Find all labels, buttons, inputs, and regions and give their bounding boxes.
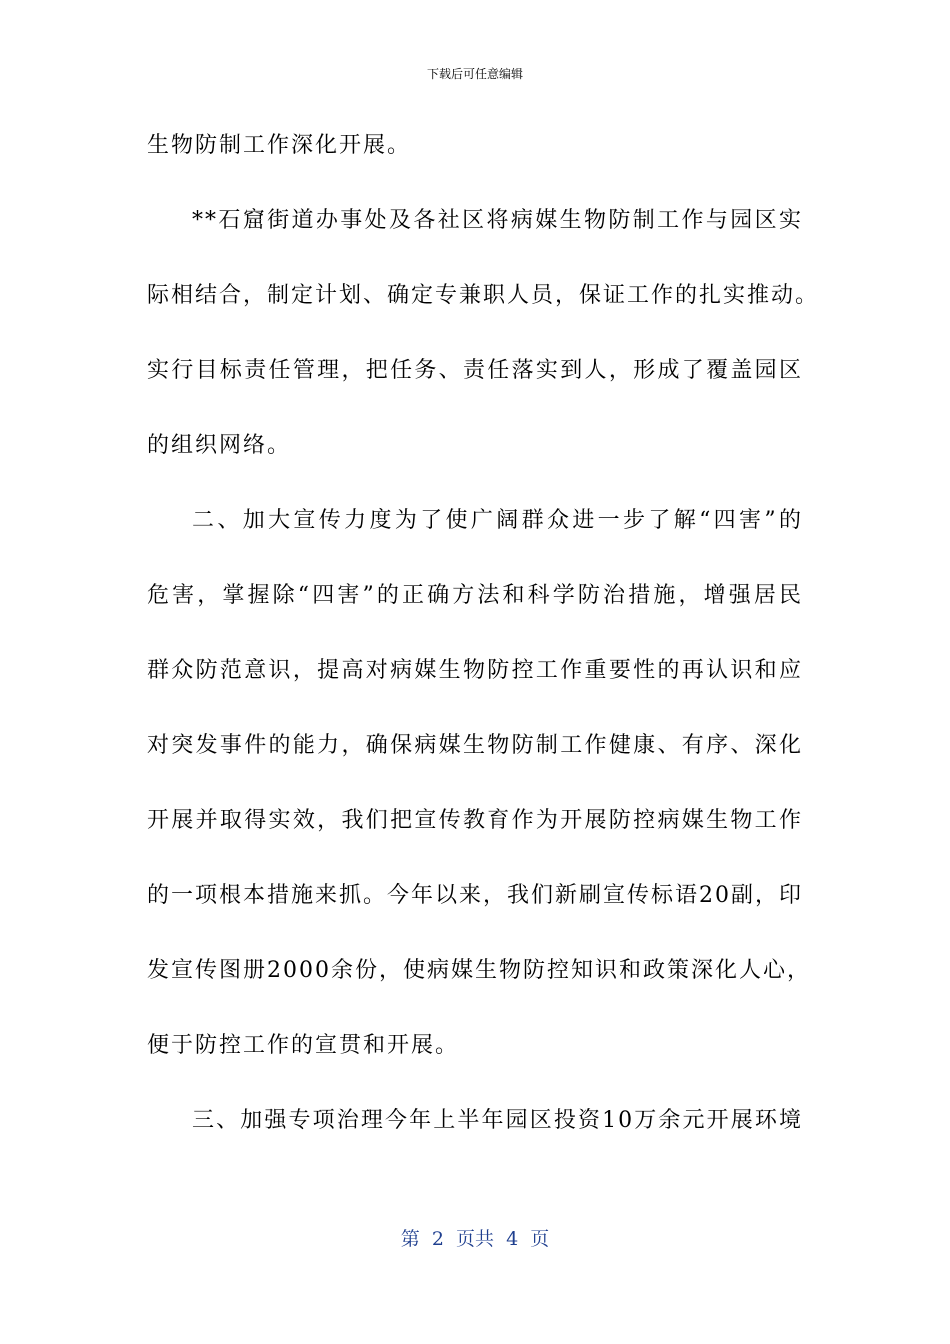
- paragraph-line: 实行目标责任管理，把任务、责任落实到人，形成了覆盖园区: [147, 358, 803, 383]
- paragraph-line: 三、加强专项治理今年上半年园区投资10万余元开展环境: [192, 1108, 803, 1133]
- paragraph-line: 的组织网络。: [147, 433, 292, 458]
- paragraph-line: 便于防控工作的宣贯和开展。: [147, 1033, 460, 1058]
- paragraph-line: 对突发事件的能力，确保病媒生物防制工作健康、有序、深化: [147, 733, 803, 758]
- paragraph-line: 二、加大宣传力度为了使广阔群众进一步了解“四害”的: [192, 508, 803, 533]
- paragraph-line: 发宣传图册2000余份，使病媒生物防控知识和政策深化人心，: [147, 958, 811, 983]
- paragraph-line: 的一项根本措施来抓。今年以来，我们新刷宣传标语20副，印: [147, 883, 803, 908]
- paragraph-line: 开展并取得实效，我们把宣传教育作为开展防控病媒生物工作: [147, 808, 803, 833]
- paragraph-line: 际相结合，制定计划、确定专兼职人员，保证工作的扎实推动。: [147, 283, 820, 308]
- paragraph-line: **石窟街道办事处及各社区将病媒生物防制工作与园区实: [192, 208, 803, 233]
- paragraph-line: 生物防制工作深化开展。: [147, 133, 412, 158]
- paragraph-line: 群众防范意识，提高对病媒生物防控工作重要性的再认识和应: [147, 658, 803, 683]
- page-footer: 第 2 页共 4 页: [400, 1228, 550, 1250]
- page-header: 下载后可任意编辑: [426, 67, 523, 81]
- paragraph-line: 危害，掌握除“四害”的正确方法和科学防治措施，增强居民: [147, 583, 803, 608]
